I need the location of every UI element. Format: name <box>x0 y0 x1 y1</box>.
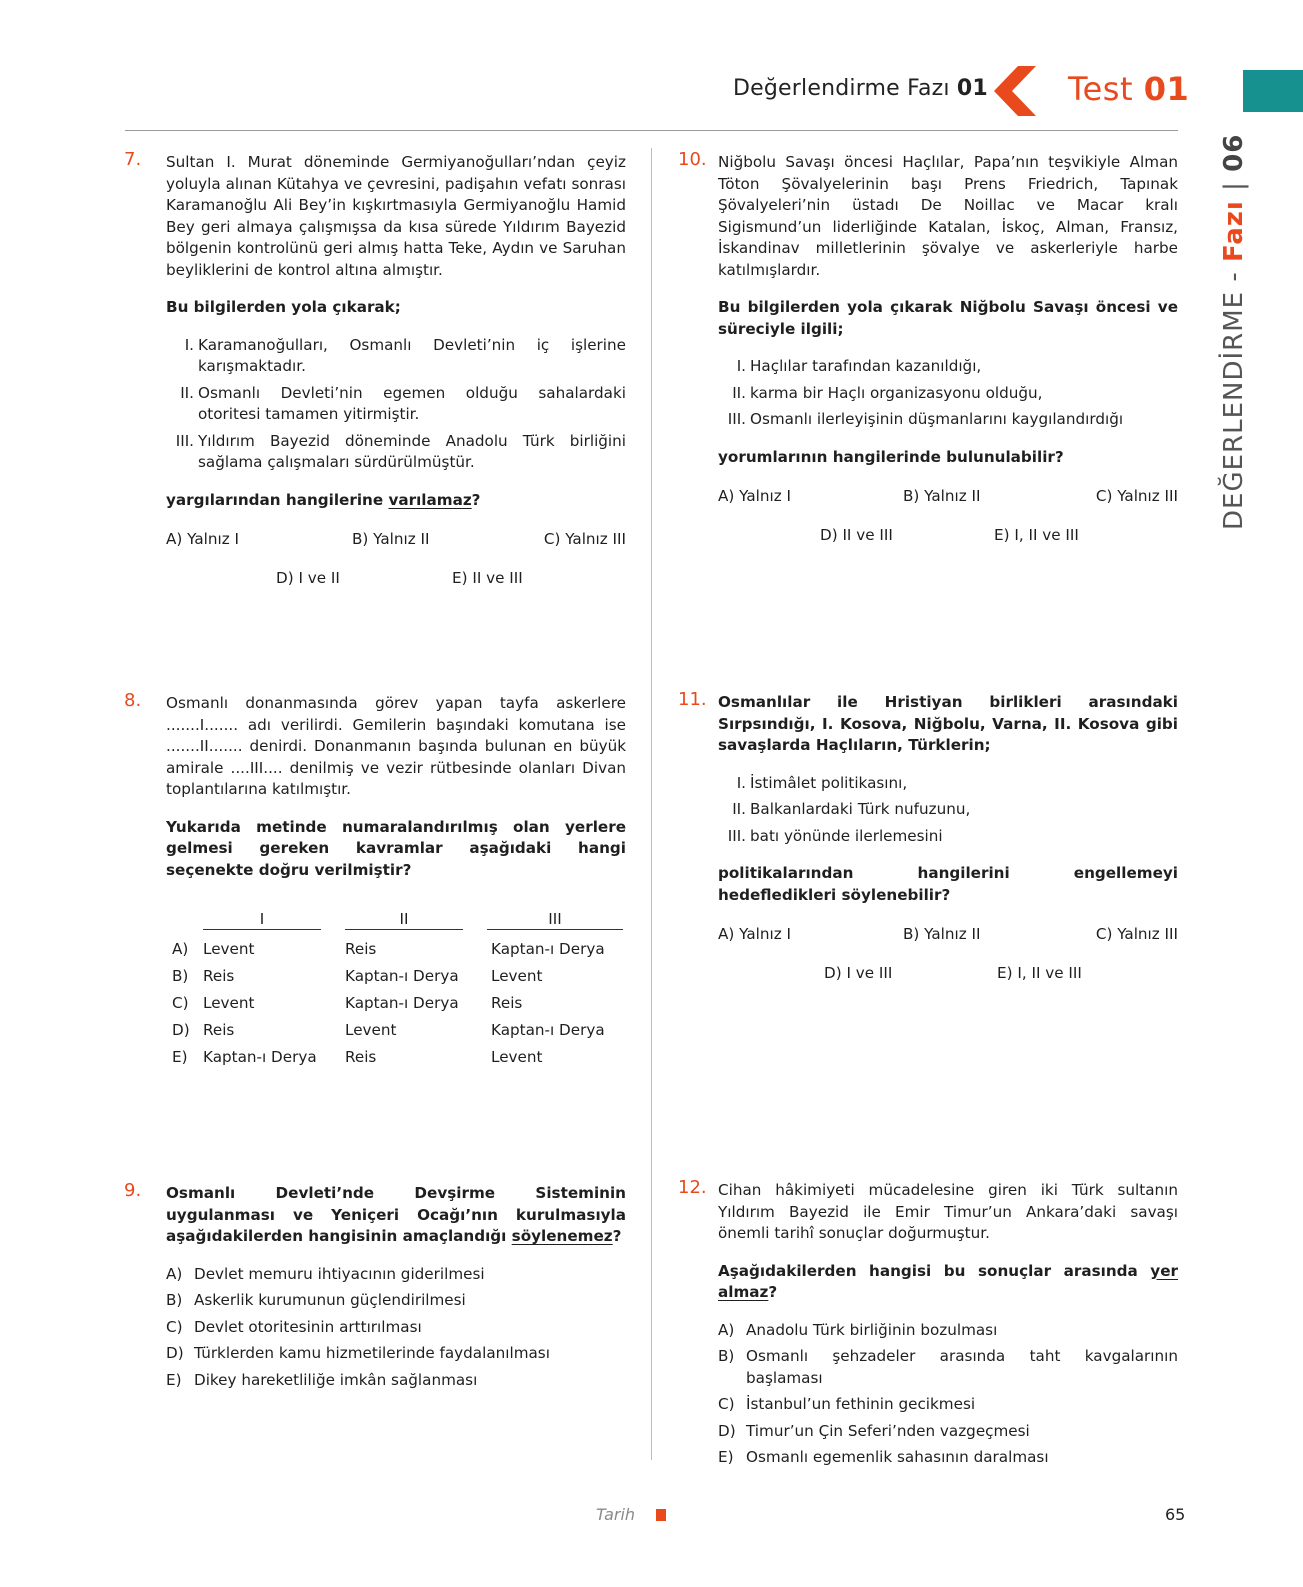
statement-item: II. Balkanlardaki Türk nufuzunu, <box>732 800 971 818</box>
option-b[interactable]: B) Askerlik kurumunun güçlendirilmesi <box>166 1291 466 1309</box>
side-section-label: DEĞERLENDİRME - Fazı | 06 <box>1219 133 1249 530</box>
option-e[interactable]: E) I, II ve III <box>997 964 1082 982</box>
option-d[interactable]: D) Türklerden kamu hizmetilerinde faydalanılması <box>166 1344 550 1362</box>
option-c[interactable]: C) Yalnız III <box>1095 925 1178 943</box>
question-stem: Bu bilgilerden yola çıkarak; <box>166 298 401 316</box>
option-d[interactable]: D) II ve III <box>820 526 893 544</box>
option-e[interactable]: E) Osmanlı egemenlik sahasının daralması <box>718 1448 1049 1466</box>
statement-item: II. Osmanlı Devleti’nin egemen olduğu sahalardaki otoritesi tamamen yitirmiştir. <box>180 383 626 423</box>
question-stem: Osmanlı Devleti’nde Devşirme Sisteminin uygulanması ve Yeniçeri Ocağı’nın kurulmasıyla aşağıdakilerden hangisinin amaçlandığı söylenemez? <box>166 1184 626 1245</box>
statement-item: I. Haçlılar tarafından kazanıldığı, <box>736 357 982 375</box>
page-number: 65 <box>1165 1505 1186 1524</box>
statement-list <box>718 356 1178 431</box>
footer-square-icon <box>656 1509 666 1521</box>
question-text: Sultan I. Murat döneminde Germiyanoğulları’ndan çeyiz yoluyla alınan Kütahya ve çevresini, padişahın vefatı sonrası Karamanoğlu Ali Bey’in kışkırtmasıyla Germiyanoğlu Hamid Bey geri almaya çalışmışsa da kısa sürede Yıldırım Bayezid bölgenin kontrolünü geri almış hatta Teke, Aydın ve Saruhan beyliklerini de kontrol altına almıştır. <box>166 153 626 279</box>
question-stem: Aşağıdakilerden hangisi bu sonuçlar arasında yer almaz? <box>718 1261 1178 1301</box>
answer-options <box>718 1320 1178 1469</box>
question-text: Niğbolu Savaşı öncesi Haçlılar, Papa’nın teşvikiyle Alman Töton Şövalyelerinin başı Prens Friedrich, Tapınak Şövalyeleri’nin üstadı De Noillac ve Macar kralı Sigismund’un liderliğinde Katalan, İskoç, Alman, Fransız, İskandinav milletlerinin şövalye ve askerleriyle harbe katılmışlardır. <box>718 153 1178 279</box>
header-rule <box>125 130 1178 131</box>
section-tab <box>1243 70 1303 112</box>
question-prompt: politikalarından hangilerini engellemeyi hedefledikleri söylenebilir? <box>718 864 1178 904</box>
chevron-left-icon <box>994 66 1036 116</box>
option-d[interactable]: D) Timur’un Çin Seferi’nden vazgeçmesi <box>718 1421 1030 1440</box>
question-stem: Yukarıda metinde numaralandırılmış olan yerlere gelmesi gereken kavramlar aşağıdaki hangi seçenekte doğru verilmiştir? <box>166 817 626 879</box>
option-e[interactable]: E) I, II ve III <box>994 526 1079 544</box>
option-b[interactable]: B) Osmanlı şehzadeler arasında taht kavgalarının başlaması <box>718 1347 1178 1387</box>
question-prompt: yorumlarının hangilerinde bulunulabilir? <box>718 447 1064 466</box>
option-c[interactable]: C) İstanbul’un fethinin gecikmesi <box>718 1395 976 1413</box>
table-header-3: III <box>487 909 623 930</box>
table-header-2: II <box>345 909 463 930</box>
statement-item: III. batı yönünde ilerlemesini <box>727 826 943 845</box>
statement-item: I. Karamanoğulları, Osmanlı Devleti’nin iç işlerine karışmaktadır. <box>184 335 626 375</box>
option-b[interactable]: B) Yalnız II <box>352 530 430 548</box>
option-b[interactable]: B) Yalnız II <box>903 925 981 943</box>
question-number: 7. <box>124 149 142 170</box>
option-c[interactable]: C) Devlet otoritesinin arttırılması <box>166 1317 422 1336</box>
option-a[interactable]: A) Yalnız I <box>718 925 791 943</box>
question-number: 9. <box>124 1180 142 1201</box>
option-c[interactable]: C) Yalnız III <box>1095 487 1178 505</box>
answer-options <box>718 486 1178 566</box>
statement-item: I. İstimâlet politikasını, <box>736 773 908 792</box>
statement-item: III. Osmanlı ilerleyişinin düşmanlarını kaygılandırdığı <box>727 410 1124 428</box>
answer-table: I II III A) Levent Reis Kaptan-ı Derya B) Reis Kaptan-ı Derya Levent C) Levent Kaptan-ı Derya Reis D) Reis Levent Kaptan-ı Derya E) Kaptan-ı Derya Reis Levent <box>166 909 626 1079</box>
answer-options <box>718 924 1178 1004</box>
question-number: 8. <box>124 690 142 711</box>
question-prompt: yargılarından hangilerine varılamaz? <box>166 490 481 509</box>
question-text: Cihan hâkimiyeti mücadelesine giren iki Türk sultanın Yıldırım Bayezid ile Emir Timur’un Ankara’daki savaşı önemli tarihî sonuçlar doğurmuştur. <box>718 1181 1178 1242</box>
column-divider <box>651 148 652 1460</box>
option-a[interactable]: A) Devlet memuru ihtiyacının giderilmesi <box>166 1264 485 1283</box>
option-a[interactable]: A) Anadolu Türk birliğinin bozulması <box>718 1320 998 1339</box>
question-number: 12. <box>678 1177 707 1198</box>
option-e[interactable]: E) II ve III <box>452 569 523 587</box>
question-text: Osmanlı donanmasında görev yapan tayfa askerlere .......I....... adı verilirdi. Gemilerin başındaki komutana ise .......II....... denirdi. Donanmanın başında bulunan en büyük amirale ....III.... denilmiş ve vezir rütbesinde olanları Divan toplantılarına katılmıştır. <box>166 694 626 798</box>
option-c[interactable]: C) Yalnız III <box>543 530 626 548</box>
statement-list <box>166 335 626 474</box>
answer-options <box>166 1264 626 1392</box>
statement-item: III. Yıldırım Bayezid döneminde Anadolu Türk birliğini sağlama çalışmaları sürdürülmüştür. <box>175 431 626 471</box>
footer-subject: Tarih <box>596 1505 636 1524</box>
test-label: Test 01 <box>1068 70 1190 108</box>
answer-options <box>166 529 626 609</box>
option-b[interactable]: B) Yalnız II <box>903 487 981 505</box>
statement-item: II. karma bir Haçlı organizasyonu olduğu, <box>732 383 1043 402</box>
option-d[interactable]: D) I ve II <box>276 569 340 587</box>
option-a[interactable]: A) Yalnız I <box>718 487 791 505</box>
option-a[interactable]: A) Yalnız I <box>166 530 239 548</box>
option-d[interactable]: D) I ve III <box>824 964 893 982</box>
question-stem: Osmanlılar ile Hristiyan birlikleri arasındaki Sırpsındığı, I. Kosova, Niğbolu, Varna, II. Kosova gibi savaşlarda Haçlıların, Türklerin; <box>718 693 1178 754</box>
option-e[interactable]: E) Dikey hareketliliğe imkân sağlanması <box>166 1370 478 1389</box>
question-number: 10. <box>678 149 707 170</box>
statement-list <box>718 773 1178 848</box>
header-title: Değerlendirme Fazı 01 <box>733 76 988 101</box>
question-stem: Bu bilgilerden yola çıkarak Niğbolu Savaşı öncesi ve süreciyle ilgili; <box>718 298 1178 338</box>
table-header-1: I <box>203 909 321 930</box>
question-number: 11. <box>678 689 707 710</box>
